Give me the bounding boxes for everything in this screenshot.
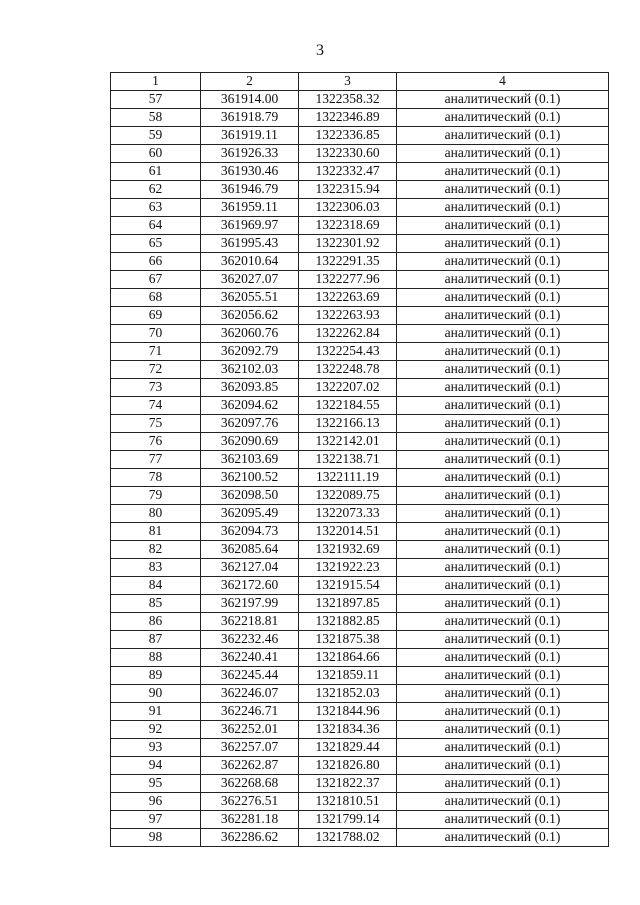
point-number-cell: 92 <box>111 721 201 739</box>
coordinate-x-cell: 362102.03 <box>201 361 299 379</box>
point-number-cell: 63 <box>111 199 201 217</box>
table-row <box>111 235 609 253</box>
method-cell: аналитический (0.1) <box>397 127 609 145</box>
coordinate-y-cell: 1321897.85 <box>299 595 397 613</box>
method-cell: аналитический (0.1) <box>397 541 609 559</box>
table-row <box>111 109 609 127</box>
point-number-cell: 97 <box>111 811 201 829</box>
coordinate-x-cell: 362092.79 <box>201 343 299 361</box>
table-row <box>111 217 609 235</box>
table-row <box>111 721 609 739</box>
method-cell: аналитический (0.1) <box>397 109 609 127</box>
coordinate-y-cell: 1322263.93 <box>299 307 397 325</box>
point-number-cell: 91 <box>111 703 201 721</box>
coordinate-y-cell: 1322073.33 <box>299 505 397 523</box>
point-number-cell: 83 <box>111 559 201 577</box>
coordinate-x-cell: 362172.60 <box>201 577 299 595</box>
method-cell: аналитический (0.1) <box>397 379 609 397</box>
coordinate-y-cell: 1321932.69 <box>299 541 397 559</box>
method-cell: аналитический (0.1) <box>397 163 609 181</box>
coordinate-y-cell: 1321834.36 <box>299 721 397 739</box>
coordinate-x-cell: 362232.46 <box>201 631 299 649</box>
coordinate-y-cell: 1321859.11 <box>299 667 397 685</box>
table-row <box>111 253 609 271</box>
table-row <box>111 811 609 829</box>
point-number-cell: 61 <box>111 163 201 181</box>
method-cell: аналитический (0.1) <box>397 631 609 649</box>
coordinate-y-cell: 1321829.44 <box>299 739 397 757</box>
method-cell: аналитический (0.1) <box>397 685 609 703</box>
coordinate-x-cell: 362245.44 <box>201 667 299 685</box>
header-row <box>111 73 609 91</box>
table-row <box>111 595 609 613</box>
coordinate-y-cell: 1322358.32 <box>299 91 397 109</box>
coordinate-y-cell: 1322301.92 <box>299 235 397 253</box>
method-cell: аналитический (0.1) <box>397 397 609 415</box>
table-row <box>111 127 609 145</box>
table-row <box>111 667 609 685</box>
coordinate-x-cell: 362240.41 <box>201 649 299 667</box>
method-cell: аналитический (0.1) <box>397 307 609 325</box>
point-number-cell: 73 <box>111 379 201 397</box>
method-cell: аналитический (0.1) <box>397 829 609 847</box>
point-number-cell: 95 <box>111 775 201 793</box>
coordinate-y-cell: 1322207.02 <box>299 379 397 397</box>
coordinate-x-cell: 362246.07 <box>201 685 299 703</box>
point-number-cell: 85 <box>111 595 201 613</box>
method-cell: аналитический (0.1) <box>397 289 609 307</box>
table-row <box>111 415 609 433</box>
method-cell: аналитический (0.1) <box>397 703 609 721</box>
coordinate-y-cell: 1322262.84 <box>299 325 397 343</box>
point-number-cell: 84 <box>111 577 201 595</box>
point-number-cell: 62 <box>111 181 201 199</box>
point-number-cell: 68 <box>111 289 201 307</box>
table-row <box>111 523 609 541</box>
method-cell: аналитический (0.1) <box>397 595 609 613</box>
coordinate-x-cell: 361959.11 <box>201 199 299 217</box>
point-number-cell: 77 <box>111 451 201 469</box>
point-number-cell: 81 <box>111 523 201 541</box>
coordinate-x-cell: 362098.50 <box>201 487 299 505</box>
coordinate-x-cell: 362093.85 <box>201 379 299 397</box>
coordinate-x-cell: 362268.68 <box>201 775 299 793</box>
point-number-cell: 90 <box>111 685 201 703</box>
coordinate-y-cell: 1322138.71 <box>299 451 397 469</box>
coordinate-x-cell: 361919.11 <box>201 127 299 145</box>
coordinate-x-cell: 361918.79 <box>201 109 299 127</box>
point-number-cell: 87 <box>111 631 201 649</box>
coordinate-y-cell: 1321852.03 <box>299 685 397 703</box>
coordinate-x-cell: 362100.52 <box>201 469 299 487</box>
column-header-4: 4 <box>397 73 609 91</box>
method-cell: аналитический (0.1) <box>397 505 609 523</box>
table-row <box>111 469 609 487</box>
coordinate-x-cell: 362055.51 <box>201 289 299 307</box>
coordinate-y-cell: 1321915.54 <box>299 577 397 595</box>
point-number-cell: 74 <box>111 397 201 415</box>
table-row <box>111 145 609 163</box>
point-number-cell: 79 <box>111 487 201 505</box>
table-row <box>111 685 609 703</box>
coordinate-x-cell: 362095.49 <box>201 505 299 523</box>
coordinate-x-cell: 362103.69 <box>201 451 299 469</box>
table-row <box>111 649 609 667</box>
table-row <box>111 505 609 523</box>
method-cell: аналитический (0.1) <box>397 487 609 505</box>
coordinate-x-cell: 362127.04 <box>201 559 299 577</box>
coordinate-y-cell: 1321822.37 <box>299 775 397 793</box>
point-number-cell: 89 <box>111 667 201 685</box>
table-row <box>111 343 609 361</box>
coordinate-y-cell: 1322263.69 <box>299 289 397 307</box>
point-number-cell: 80 <box>111 505 201 523</box>
coordinate-y-cell: 1322318.69 <box>299 217 397 235</box>
coordinate-x-cell: 361969.97 <box>201 217 299 235</box>
coordinate-y-cell: 1322332.47 <box>299 163 397 181</box>
table-row <box>111 181 609 199</box>
coordinate-x-cell: 362094.73 <box>201 523 299 541</box>
coordinate-y-cell: 1322346.89 <box>299 109 397 127</box>
coordinate-x-cell: 362085.64 <box>201 541 299 559</box>
coordinate-y-cell: 1322166.13 <box>299 415 397 433</box>
table-header <box>111 73 609 91</box>
point-number-cell: 65 <box>111 235 201 253</box>
coordinate-x-cell: 362281.18 <box>201 811 299 829</box>
method-cell: аналитический (0.1) <box>397 271 609 289</box>
point-number-cell: 82 <box>111 541 201 559</box>
column-header-1: 1 <box>111 73 201 91</box>
table-row <box>111 559 609 577</box>
method-cell: аналитический (0.1) <box>397 721 609 739</box>
point-number-cell: 59 <box>111 127 201 145</box>
method-cell: аналитический (0.1) <box>397 469 609 487</box>
coordinate-y-cell: 1322330.60 <box>299 145 397 163</box>
coordinate-x-cell: 361995.43 <box>201 235 299 253</box>
table-row <box>111 541 609 559</box>
point-number-cell: 88 <box>111 649 201 667</box>
method-cell: аналитический (0.1) <box>397 559 609 577</box>
coordinate-x-cell: 362252.01 <box>201 721 299 739</box>
point-number-cell: 70 <box>111 325 201 343</box>
method-cell: аналитический (0.1) <box>397 145 609 163</box>
table-row <box>111 577 609 595</box>
coordinate-x-cell: 362027.07 <box>201 271 299 289</box>
method-cell: аналитический (0.1) <box>397 433 609 451</box>
coordinate-x-cell: 362094.62 <box>201 397 299 415</box>
point-number-cell: 67 <box>111 271 201 289</box>
point-number-cell: 57 <box>111 91 201 109</box>
table-row <box>111 199 609 217</box>
table-row <box>111 631 609 649</box>
point-number-cell: 76 <box>111 433 201 451</box>
table-row <box>111 775 609 793</box>
coordinates-table <box>110 72 609 847</box>
method-cell: аналитический (0.1) <box>397 199 609 217</box>
coordinate-y-cell: 1322089.75 <box>299 487 397 505</box>
method-cell: аналитический (0.1) <box>397 325 609 343</box>
coordinate-y-cell: 1321922.23 <box>299 559 397 577</box>
coordinate-y-cell: 1322336.85 <box>299 127 397 145</box>
point-number-cell: 75 <box>111 415 201 433</box>
coordinate-y-cell: 1322111.19 <box>299 469 397 487</box>
table-row <box>111 739 609 757</box>
table-row <box>111 379 609 397</box>
table-row <box>111 163 609 181</box>
method-cell: аналитический (0.1) <box>397 523 609 541</box>
coordinate-y-cell: 1321864.66 <box>299 649 397 667</box>
method-cell: аналитический (0.1) <box>397 667 609 685</box>
method-cell: аналитический (0.1) <box>397 253 609 271</box>
coordinate-x-cell: 361926.33 <box>201 145 299 163</box>
coordinate-x-cell: 362097.76 <box>201 415 299 433</box>
point-number-cell: 71 <box>111 343 201 361</box>
table-row <box>111 793 609 811</box>
table-row <box>111 325 609 343</box>
table-row <box>111 703 609 721</box>
table-row <box>111 91 609 109</box>
coordinate-x-cell: 361914.00 <box>201 91 299 109</box>
coordinate-y-cell: 1321882.85 <box>299 613 397 631</box>
coordinate-y-cell: 1322184.55 <box>299 397 397 415</box>
table-row <box>111 757 609 775</box>
point-number-cell: 78 <box>111 469 201 487</box>
table-row <box>111 289 609 307</box>
method-cell: аналитический (0.1) <box>397 739 609 757</box>
point-number-cell: 94 <box>111 757 201 775</box>
coordinate-y-cell: 1322142.01 <box>299 433 397 451</box>
column-header-3: 3 <box>299 73 397 91</box>
point-number-cell: 98 <box>111 829 201 847</box>
coordinate-x-cell: 362286.62 <box>201 829 299 847</box>
coordinate-y-cell: 1321788.02 <box>299 829 397 847</box>
point-number-cell: 96 <box>111 793 201 811</box>
point-number-cell: 66 <box>111 253 201 271</box>
coordinate-y-cell: 1321799.14 <box>299 811 397 829</box>
point-number-cell: 86 <box>111 613 201 631</box>
method-cell: аналитический (0.1) <box>397 91 609 109</box>
coordinate-y-cell: 1321810.51 <box>299 793 397 811</box>
table-row <box>111 307 609 325</box>
coordinate-x-cell: 362262.87 <box>201 757 299 775</box>
method-cell: аналитический (0.1) <box>397 793 609 811</box>
coordinate-x-cell: 361946.79 <box>201 181 299 199</box>
table-row <box>111 397 609 415</box>
coordinate-x-cell: 362246.71 <box>201 703 299 721</box>
method-cell: аналитический (0.1) <box>397 361 609 379</box>
column-header-2: 2 <box>201 73 299 91</box>
method-cell: аналитический (0.1) <box>397 181 609 199</box>
method-cell: аналитический (0.1) <box>397 811 609 829</box>
method-cell: аналитический (0.1) <box>397 577 609 595</box>
coordinate-y-cell: 1321826.80 <box>299 757 397 775</box>
point-number-cell: 72 <box>111 361 201 379</box>
coordinate-x-cell: 362010.64 <box>201 253 299 271</box>
point-number-cell: 64 <box>111 217 201 235</box>
method-cell: аналитический (0.1) <box>397 649 609 667</box>
method-cell: аналитический (0.1) <box>397 415 609 433</box>
table-row <box>111 361 609 379</box>
point-number-cell: 60 <box>111 145 201 163</box>
method-cell: аналитический (0.1) <box>397 235 609 253</box>
coordinate-y-cell: 1322248.78 <box>299 361 397 379</box>
coordinate-y-cell: 1322254.43 <box>299 343 397 361</box>
table-row <box>111 451 609 469</box>
method-cell: аналитический (0.1) <box>397 343 609 361</box>
coordinate-y-cell: 1322291.35 <box>299 253 397 271</box>
point-number-cell: 93 <box>111 739 201 757</box>
method-cell: аналитический (0.1) <box>397 757 609 775</box>
method-cell: аналитический (0.1) <box>397 775 609 793</box>
method-cell: аналитический (0.1) <box>397 451 609 469</box>
table-row <box>111 271 609 289</box>
table-row <box>111 829 609 847</box>
table-row <box>111 487 609 505</box>
point-number-cell: 58 <box>111 109 201 127</box>
coordinate-y-cell: 1321875.38 <box>299 631 397 649</box>
point-number-cell: 69 <box>111 307 201 325</box>
coordinate-y-cell: 1322014.51 <box>299 523 397 541</box>
coordinate-x-cell: 362197.99 <box>201 595 299 613</box>
table-row <box>111 613 609 631</box>
coordinate-x-cell: 362276.51 <box>201 793 299 811</box>
coordinate-x-cell: 362218.81 <box>201 613 299 631</box>
coordinate-y-cell: 1322306.03 <box>299 199 397 217</box>
coordinate-x-cell: 362257.07 <box>201 739 299 757</box>
table-body <box>111 91 609 847</box>
method-cell: аналитический (0.1) <box>397 217 609 235</box>
page-number: 3 <box>316 42 324 59</box>
coordinate-x-cell: 362060.76 <box>201 325 299 343</box>
method-cell: аналитический (0.1) <box>397 613 609 631</box>
coordinate-x-cell: 362090.69 <box>201 433 299 451</box>
coordinate-y-cell: 1321844.96 <box>299 703 397 721</box>
coordinate-y-cell: 1322277.96 <box>299 271 397 289</box>
coordinate-y-cell: 1322315.94 <box>299 181 397 199</box>
coordinate-x-cell: 361930.46 <box>201 163 299 181</box>
table-row <box>111 433 609 451</box>
coordinate-x-cell: 362056.62 <box>201 307 299 325</box>
